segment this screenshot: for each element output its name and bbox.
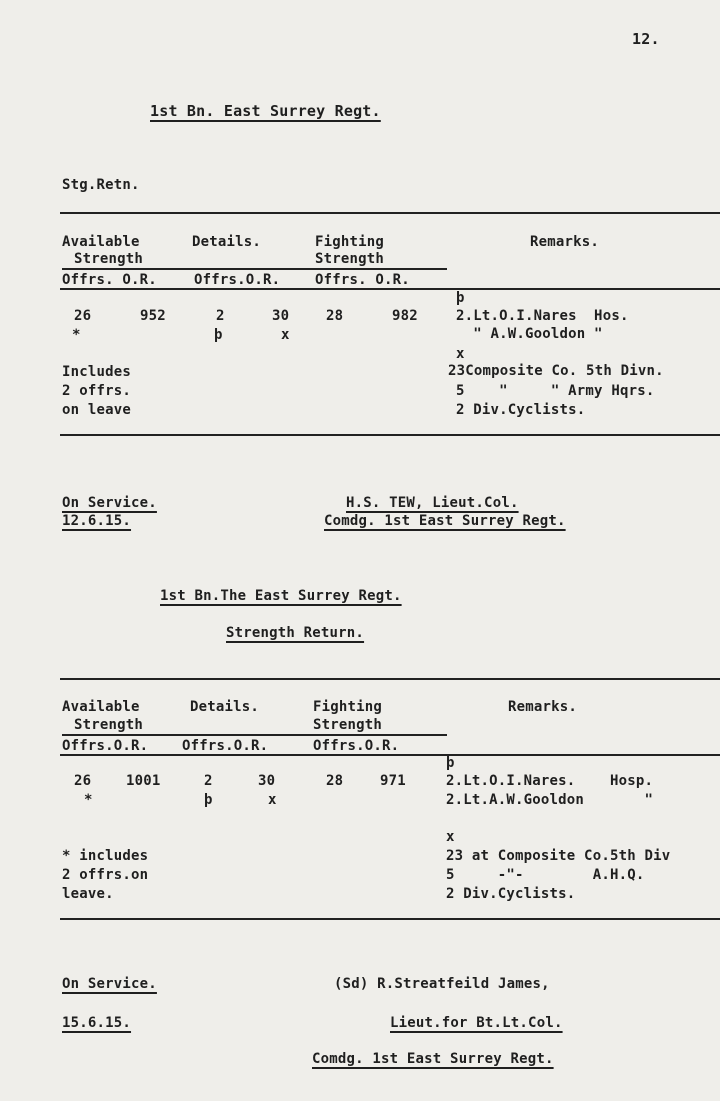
signoff-date: 15.6.15. [62, 1015, 132, 1031]
signoff-rank: Lieut.for Bt.Lt.Col. [390, 1015, 563, 1031]
col-fighting-label: Fighting [315, 234, 385, 250]
remarks-line: " A.W.Gooldon " [456, 326, 603, 342]
x-mark: x [281, 327, 290, 343]
remarks-line: 2.Lt.O.I.Nares. Hosp. [446, 773, 654, 789]
note-line: 2 offrs. [62, 383, 132, 399]
divider [60, 754, 720, 756]
note-line: leave. [62, 886, 114, 902]
fighting-offrs: 28 [326, 773, 344, 789]
available-offrs: 26 [74, 308, 92, 324]
subcol-available: Offrs. O.R. [62, 272, 157, 288]
details-offrs: 2 [204, 773, 213, 789]
available-or: 952 [140, 308, 166, 324]
fighting-offrs: 28 [326, 308, 344, 324]
available-or: 1001 [126, 773, 161, 789]
star-mark: * [72, 327, 81, 343]
details-offrs: 2 [216, 308, 225, 324]
col-fighting-strength-label: Strength [313, 717, 383, 733]
remarks-line: 5 -"- A.H.Q. [446, 867, 645, 883]
col-details-label: Details. [192, 234, 262, 250]
col-remarks-label: Remarks. [530, 234, 600, 250]
col-available-strength-label: Strength [74, 717, 144, 733]
remarks-line: x [456, 346, 465, 362]
signoff-name: (Sd) R.Streatfeild James, [334, 976, 550, 992]
details-or: 30 [258, 773, 276, 789]
signoff-name: H.S. TEW, Lieut.Col. [346, 495, 519, 511]
x-mark: x [268, 792, 277, 808]
subcol-details: Offrs.O.R. [194, 272, 281, 288]
subcol-fighting: Offrs. O.R. [315, 272, 410, 288]
subcol-fighting: Offrs.O.R. [313, 738, 400, 754]
return-heading: 1st Bn. East Surrey Regt. [150, 102, 381, 120]
star-mark: * [84, 792, 93, 808]
remarks-line: 2 Div.Cyclists. [456, 402, 586, 418]
remarks-line: 2.Lt.O.I.Nares Hos. [456, 308, 629, 324]
return-subheading: Strength Return. [226, 625, 365, 641]
remarks-line: ϸ [456, 290, 465, 306]
signoff-on-service: On Service. [62, 495, 157, 511]
note-line: Includes [62, 364, 132, 380]
p-mark: ϸ [204, 792, 213, 808]
signoff-on-service: On Service. [62, 976, 157, 992]
divider [60, 678, 720, 680]
col-available-strength-label: Strength [74, 251, 144, 267]
fighting-or: 982 [392, 308, 418, 324]
col-details-label: Details. [190, 699, 260, 715]
signoff-date: 12.6.15. [62, 513, 132, 529]
col-available-label: Available [62, 234, 140, 250]
signoff-command: Comdg. 1st East Surrey Regt. [312, 1051, 554, 1067]
header-underline [62, 734, 447, 736]
subcol-details: Offrs.O.R. [182, 738, 269, 754]
remarks-line: 23 at Composite Co.5th Div [446, 848, 671, 864]
remarks-line: 2.Lt.A.W.Gooldon " [446, 792, 654, 808]
col-fighting-strength-label: Strength [315, 251, 385, 267]
signoff-command: Comdg. 1st East Surrey Regt. [324, 513, 566, 529]
subcol-available: Offrs.O.R. [62, 738, 149, 754]
col-remarks-label: Remarks. [508, 699, 578, 715]
divider [60, 918, 720, 920]
p-mark: ϸ [214, 327, 223, 343]
return-heading: 1st Bn.The East Surrey Regt. [160, 588, 402, 604]
header-underline [62, 268, 447, 270]
note-line: * includes [62, 848, 149, 864]
col-fighting-label: Fighting [313, 699, 383, 715]
divider [60, 434, 720, 436]
available-offrs: 26 [74, 773, 92, 789]
remarks-line: ϸ [446, 755, 455, 771]
details-or: 30 [272, 308, 290, 324]
page-number: 12. [632, 30, 660, 48]
remarks-line: 5 " " Army Hqrs. [456, 383, 655, 399]
note-line: 2 offrs.on [62, 867, 149, 883]
remarks-line: 23Composite Co. 5th Divn. [448, 363, 664, 379]
fighting-or: 971 [380, 773, 406, 789]
return-subheading: Stg.Retn. [62, 177, 140, 193]
divider [60, 288, 720, 290]
remarks-line: 2 Div.Cyclists. [446, 886, 576, 902]
note-line: on leave [62, 402, 132, 418]
col-available-label: Available [62, 699, 140, 715]
divider [60, 212, 720, 214]
remarks-line: x [446, 829, 455, 845]
